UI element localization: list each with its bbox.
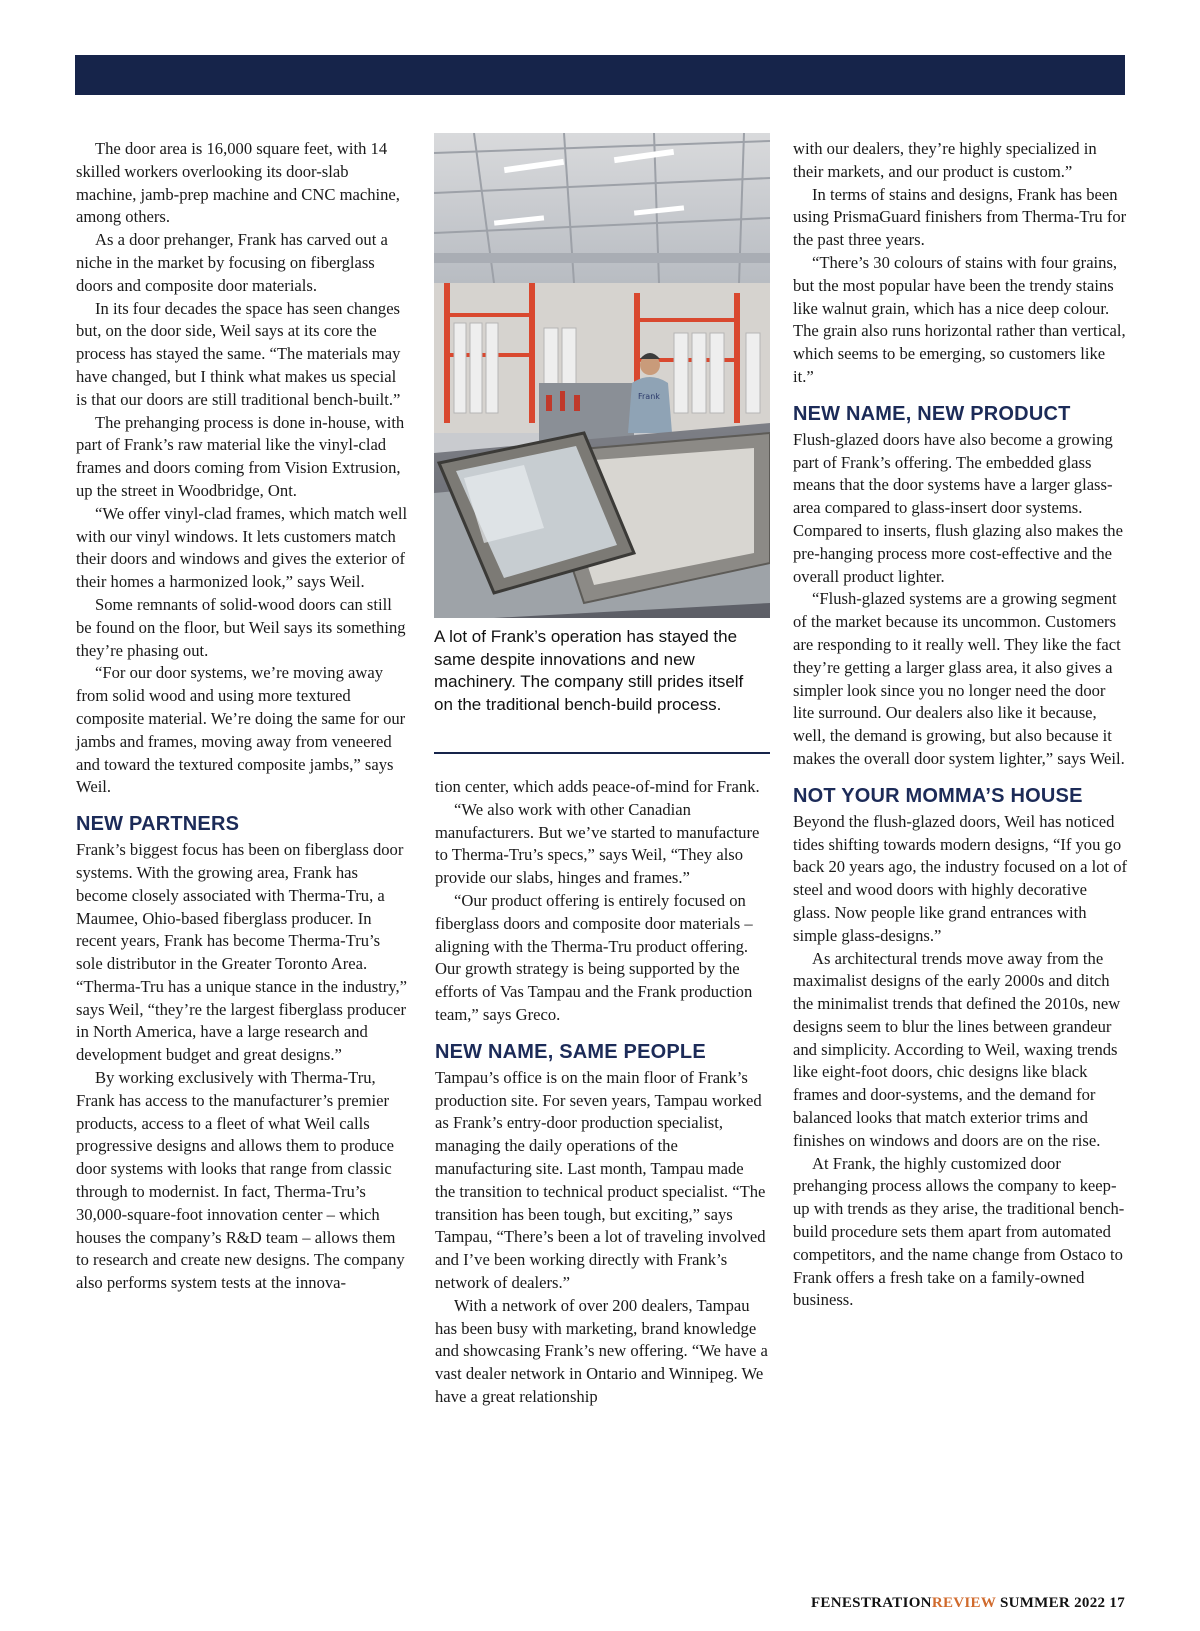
- paragraph: “We also work with other Canadian manufacturers. But we’ve started to manufacture to Therma-Tru’s specs,” says Weil, “They also provide our slabs, hinges and frames.”: [435, 799, 760, 888]
- paragraph: As architectural trends move away from the maximalist designs of the early 2000s and ditch the minimalist trends that defined the 2010s, new designs seem to blur the lines between grandeur and simplicity. According to Weil, waxing trends like eight-foot doors, chic designs like black frames and door-systems, and the demand for balanced looks that match exterior trims and finishes on windows and doors are on the rise.: [793, 948, 1121, 1150]
- paragraph: Tampau’s office is on the main floor of Frank’s production site. For seven years, Tampau worked as Frank’s entry-door production specialist, managing the daily operations of the manufacturing site. Last month, Tampau made the transition to technical product specialist. “The transition has been tough, but exciting,” says Tampau, “There’s been a lot of traveling involved and I’ve been working directly with Frank’s network of dealers.”: [435, 1067, 766, 1292]
- publication-name: FENESTRATIONREVIEW: [810, 1595, 996, 1611]
- paragraph: tion center, which adds peace-of-mind for Frank.: [435, 777, 760, 796]
- paragraph: As a door prehanger, Frank has carved out a niche in the market by focusing on fiberglass doors and composite door materials.: [76, 230, 388, 295]
- paragraph: By working exclusively with Therma-Tru, Frank has access to the manufacturer’s premier products, access to a fleet of what Weil calls progressive designs and allows them to produce door systems with looks that range from classic through to modernist. In fact, Therma-Tru’s 30,000-square-foot innovation center – which houses the company’s R&D team – allows them to research and create new designs. The company also performs system tests at the innova-: [76, 1068, 405, 1293]
- paragraph: Frank’s biggest focus has been on fiberglass door systems. With the growing area, Frank has become closely associated with Therma-Tru, a Maumee, Ohio-based fiberglass producer. In recent years, Frank has become Therma-Tru’s sole distributor in the Greater Toronto Area. “Therma-Tru has a unique stance in the industry,” says Weil, “they’re the largest fiberglass producer in North America, have a large research and development budget and great designs.”: [76, 840, 408, 1065]
- paragraph: “Our product offering is entirely focused on fiberglass doors and composite door materials – aligning with the Therma-Tru product offering. Our growth strategy is being supported by the efforts of Vas Tampau and the Frank production team,” says Greco.: [435, 890, 753, 1024]
- paragraph: “For our door systems, we’re moving away from solid wood and using more textured composite material. We’re doing the same for our jambs and frames, moving away from veneered and toward the textured composite jambs,” says Weil.: [76, 663, 406, 797]
- caption-divider: [434, 752, 770, 754]
- section-heading-not-your-mommas-house: NOT YOUR MOMMA’S HOUSE: [793, 784, 1083, 807]
- factory-floor-illustration: [434, 133, 770, 618]
- factory-photo: [434, 133, 770, 618]
- paragraph: With a network of over 200 dealers, Tampau has been busy with marketing, brand knowledge and showcasing Frank’s new offering. “We have a vast dealer network in Ontario and Winnipeg. We have a great relationship: [435, 1295, 768, 1406]
- paragraph: “We offer vinyl-clad frames, which match well with our vinyl windows. It lets customers match their doors and windows and gives the exterior of their homes a harmonized look,” says Weil.: [76, 503, 408, 592]
- paragraph: with our dealers, they’re highly specialized in their markets, and our product is custom.”: [793, 139, 1097, 181]
- header-band: [75, 55, 1125, 95]
- paragraph: In terms of stains and designs, Frank has been using PrismaGuard finishers from Therma-Tru for the past three years.: [793, 184, 1127, 250]
- paragraph: “Flush-glazed systems are a growing segment of the market because its uncommon. Customers are responding to it really well. They like the fact they’re getting a larger glass area, it also gives a simpler look since you no longer need the door lite surround. Our dealers also like it because, well, the demand is growing, but also because it makes the overall door system lighter,” says Weil.: [793, 589, 1125, 768]
- section-heading-new-partners: NEW PARTNERS: [76, 813, 240, 836]
- paragraph: The door area is 16,000 square feet, with 14 skilled workers overlooking its door-slab machine, jamb-prep machine and CNC machine, among others.: [76, 139, 400, 227]
- paragraph: Some remnants of solid-wood doors can still be found on the floor, but Weil says its something they’re phasing out.: [76, 594, 406, 660]
- shirt-logo-text: Frank: [638, 392, 660, 401]
- paragraph: Beyond the flush-glazed doors, Weil has noticed tides shifting towards modern designs, “If you go back 20 years ago, the industry focused on a lot of steel and wood doors with highly decorative glass. Now people like grand entrances with simple glass-designs.”: [793, 811, 1128, 945]
- paragraph: The prehanging process is done in-house, with part of Frank’s raw material like the vinyl-clad frames and doors coming from Vision Extrusion, up the street in Woodbridge, Ont.: [76, 412, 405, 500]
- page-number: 17: [1109, 1595, 1125, 1611]
- photo-caption: A lot of Frank’s operation has stayed the same despite innovations and new machinery. The company still prides itself on the traditional bench-build process.: [434, 627, 744, 714]
- column-2: [435, 776, 768, 1409]
- paragraph: In its four decades the space has seen changes but, on the door side, Weil says at its core the process has stayed the same. “The materials may have changed, but I think what makes us special is that our doors are still traditional bench-built.”: [76, 298, 401, 409]
- page-footer: [811, 1595, 1125, 1612]
- column-1: [76, 138, 409, 1295]
- paragraph: Flush-glazed doors have also become a growing part of Frank’s offering. The embedded glass means that the door systems have a larger glass-area compared to glass-insert door systems. Compared to inserts, flush glazing also makes the pre-hanging process more cost-effective and the overall product lighter.: [793, 429, 1123, 586]
- issue-label: SUMMER 2022: [999, 1595, 1106, 1611]
- section-heading-new-name-new-product: NEW NAME, NEW PRODUCT: [793, 402, 1071, 425]
- column-3: [793, 138, 1128, 1312]
- paragraph: “There’s 30 colours of stains with four grains, but the most popular have been the trendy stains like walnut grain, which has a nice deep colour. The grain also runs horizontal rather than vertical, which seems to be emerging, so customers like it.”: [793, 252, 1126, 386]
- paragraph: At Frank, the highly customized door prehanging process allows the company to keep-up with trends as they arise, the traditional bench-build procedure sets them apart from automated competitors, and the name change from Ostaco to Frank offers a fresh take on a family-owned business.: [793, 1153, 1125, 1310]
- section-heading-new-name-same-people: NEW NAME, SAME PEOPLE: [435, 1040, 706, 1063]
